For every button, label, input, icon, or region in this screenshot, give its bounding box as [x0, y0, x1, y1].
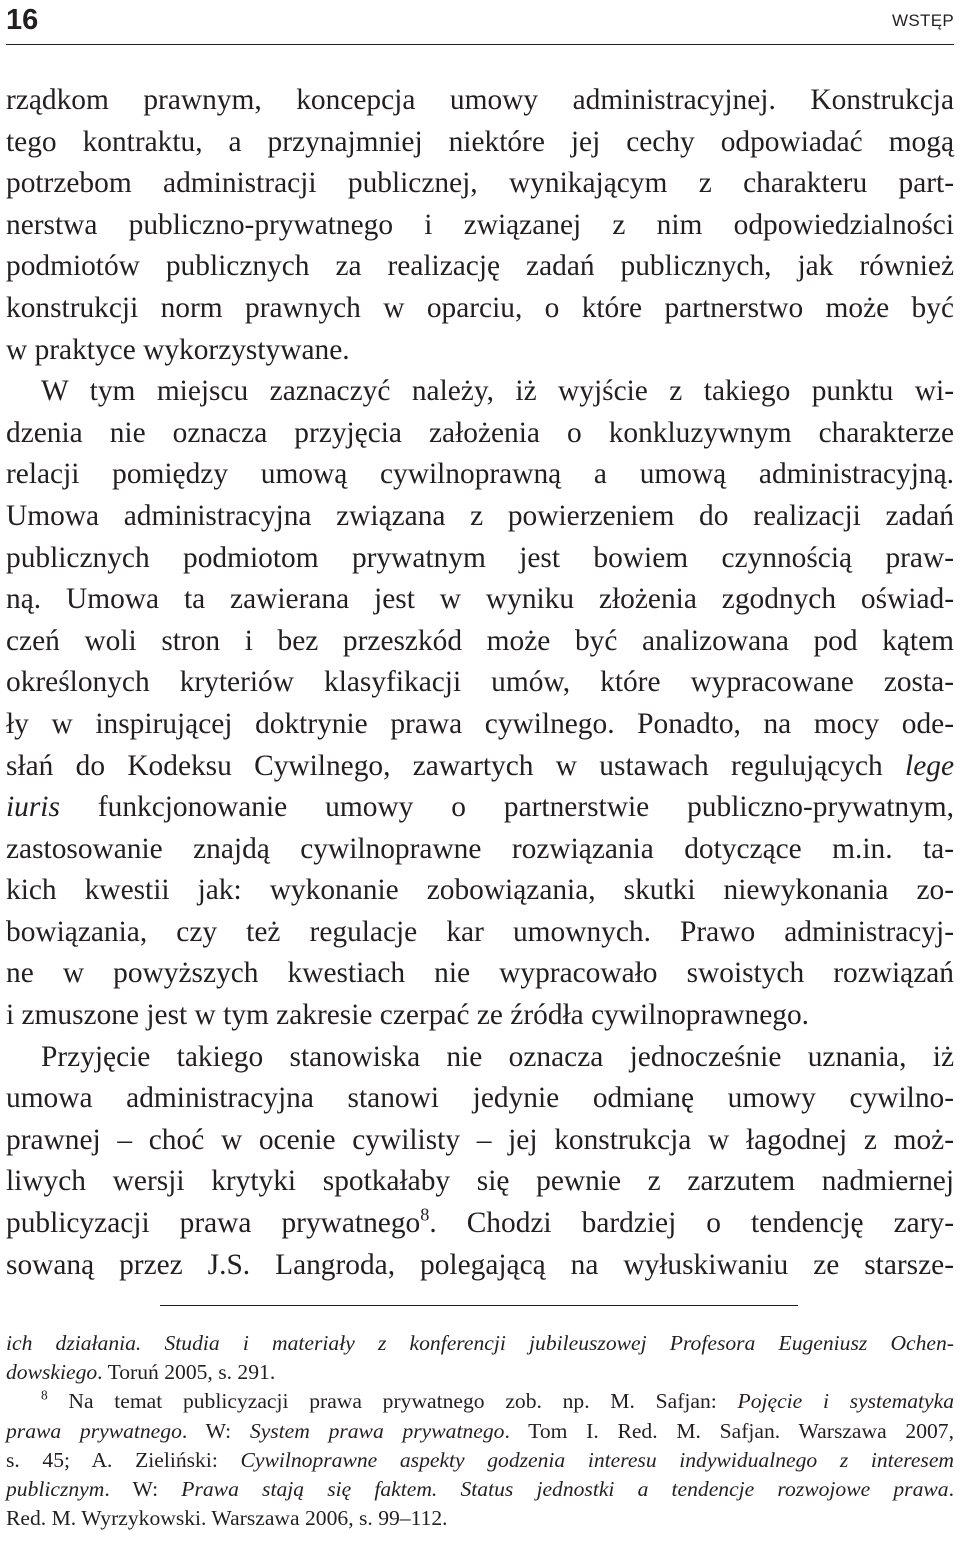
- text-run: . Toruń 2005, s. 291.: [97, 1360, 276, 1385]
- footnote-line: [6, 1475, 954, 1504]
- text-line: nerstwa publiczno-prywatnego i związanej z nim odpowiedzialności: [6, 208, 954, 241]
- text-line: bowiązania, czy też regulacje kar umownych. Prawo administracyj-: [6, 915, 954, 948]
- text-run: .: [948, 1476, 954, 1501]
- text-line: sowaną przez J.S. Langroda, polegającą na wyłuskiwaniu ze starsze-: [6, 1248, 954, 1281]
- text-run: Na temat publicyzacji prawa prywatnego zob. np. M. Safjan:: [47, 1389, 738, 1414]
- text-line: Przyjęcie takiego stanowiska nie oznacza jednocześnie uznania, iż: [41, 1040, 954, 1073]
- italic-title: Cywilnoprawne aspekty godzenia interesu indywidualnego z interesem: [240, 1447, 955, 1472]
- text-line: konstrukcji norm prawnych w oparciu, o które partnerstwo może być: [6, 291, 954, 324]
- text-line: ły w inspirującej doktrynie prawa cywilnego. Ponadto, na mocy ode-: [6, 707, 954, 740]
- running-head: WSTĘP: [892, 11, 954, 30]
- text-line: ne w powyższych kwestiach nie wypracowało swoistych rozwiązań: [6, 957, 954, 990]
- text-line: [6, 787, 954, 829]
- text-line: i zmuszone jest w tym zakresie czerpać ze źródła cywilnoprawnego.: [6, 999, 809, 1032]
- text-line: [6, 746, 954, 788]
- italic-term: lege: [905, 749, 954, 782]
- text-run: . Tom I. Red. M. Safjan. Warszawa 2007,: [504, 1418, 954, 1443]
- text-run: . Chodzi bardziej o tendencję zary-: [429, 1207, 954, 1240]
- footnotes: [6, 1329, 954, 1533]
- text-line: kich kwestii jak: wykonanie zobowiązania, skutki niewykonania zo-: [6, 874, 954, 907]
- text-line: umowa administracyjna stanowi jedynie odmianę umowy cywilno-: [6, 1082, 954, 1115]
- page-header: [6, 0, 954, 45]
- text-line: Umowa administracyjna związana z powierzeniem do realizacji zadań: [6, 499, 954, 532]
- text-run: . W:: [181, 1418, 250, 1443]
- text-line: ną. Umowa ta zawierana jest w wyniku złożenia zgodnych oświad-: [6, 583, 954, 616]
- text-run: s. 45; A. Zieliński:: [6, 1447, 241, 1472]
- text-line: W tym miejscu zaznaczyć należy, iż wyjście z takiego punktu wi-: [41, 375, 954, 408]
- italic-term: iuris: [6, 791, 60, 824]
- text-line: zastosowanie znajdą cywilnoprawne rozwiązania dotyczące m.in. ta-: [6, 832, 954, 865]
- text-line: czeń woli stron i bez przeszkód może być analizowana pod kątem: [6, 624, 954, 657]
- text-line: publicznych podmiotom prywatnym jest bowiem czynnością praw-: [6, 541, 954, 574]
- text-line: relacji pomiędzy umową cywilnoprawną a umową administracyjną.: [6, 458, 954, 491]
- text-line: rządkom prawnym, koncepcja umowy administracyjnej. Konstrukcja: [6, 84, 954, 116]
- footnote-separator: [160, 1305, 798, 1306]
- footnote-ref-8[interactable]: 8: [420, 1204, 430, 1225]
- text-line: dzenia nie oznacza przyjęcia założenia o konkluzywnym charakterze: [6, 416, 954, 449]
- main-text: [6, 80, 954, 1286]
- italic-title: prawa prywatnego: [6, 1418, 182, 1443]
- footnote-marker-8: 8: [41, 1388, 48, 1404]
- footnote-line: [6, 1387, 954, 1416]
- page-number: 16: [6, 4, 39, 36]
- text-line: określonych kryteriów klasyfikacji umów, które wypracowane zosta-: [6, 666, 954, 699]
- text-run: . W:: [104, 1476, 182, 1501]
- italic-title: dowskiego: [6, 1360, 98, 1385]
- text-line: liwych wersji krytyki spotkałaby się pewnie z zarzutem nadmiernej: [6, 1165, 954, 1198]
- text-line: w praktyce wykorzystywane.: [6, 333, 350, 366]
- footnote-line: [6, 1358, 954, 1387]
- text-line: potrzebom administracji publicznej, wynikającym z charakteru part-: [6, 167, 954, 200]
- footnote-line: [6, 1417, 954, 1446]
- italic-title: System prawa prywatnego: [249, 1418, 505, 1443]
- text-run: słań do Kodeksu Cywilnego, zawartych w ustawach regulujących: [6, 749, 906, 782]
- footnote-line: [6, 1446, 954, 1475]
- text-line: podmiotów publicznych za realizację zadań publicznych, jak również: [6, 250, 954, 283]
- footnote-line: Red. M. Wyrzykowski. Warszawa 2006, s. 99–112.: [6, 1506, 448, 1531]
- italic-title: publicznym: [6, 1476, 105, 1501]
- italic-title: Pojęcie i systematyka: [737, 1389, 954, 1414]
- italic-title: ich działania. Studia i materiały z konferencji jubileuszowej Profesora Eugeniusz Ochen-: [6, 1331, 954, 1355]
- text-run: publicyzacji prawa prywatnego: [6, 1207, 421, 1240]
- text-run: funkcjonowanie umowy o partnerstwie publiczno-prywatnym,: [59, 791, 954, 824]
- text-line: tego kontraktu, a przynajmniej niektóre jej cechy odpowiadać mogą: [6, 125, 954, 158]
- text-line: prawnej – choć w ocenie cywilisty – jej konstrukcja w łagodnej z moż-: [6, 1123, 954, 1156]
- text-line: [6, 1203, 954, 1245]
- italic-title: Prawa stają się faktem. Status jednostki a tendencje rozwojowe prawa: [181, 1476, 949, 1501]
- footnote-line: [6, 1329, 954, 1358]
